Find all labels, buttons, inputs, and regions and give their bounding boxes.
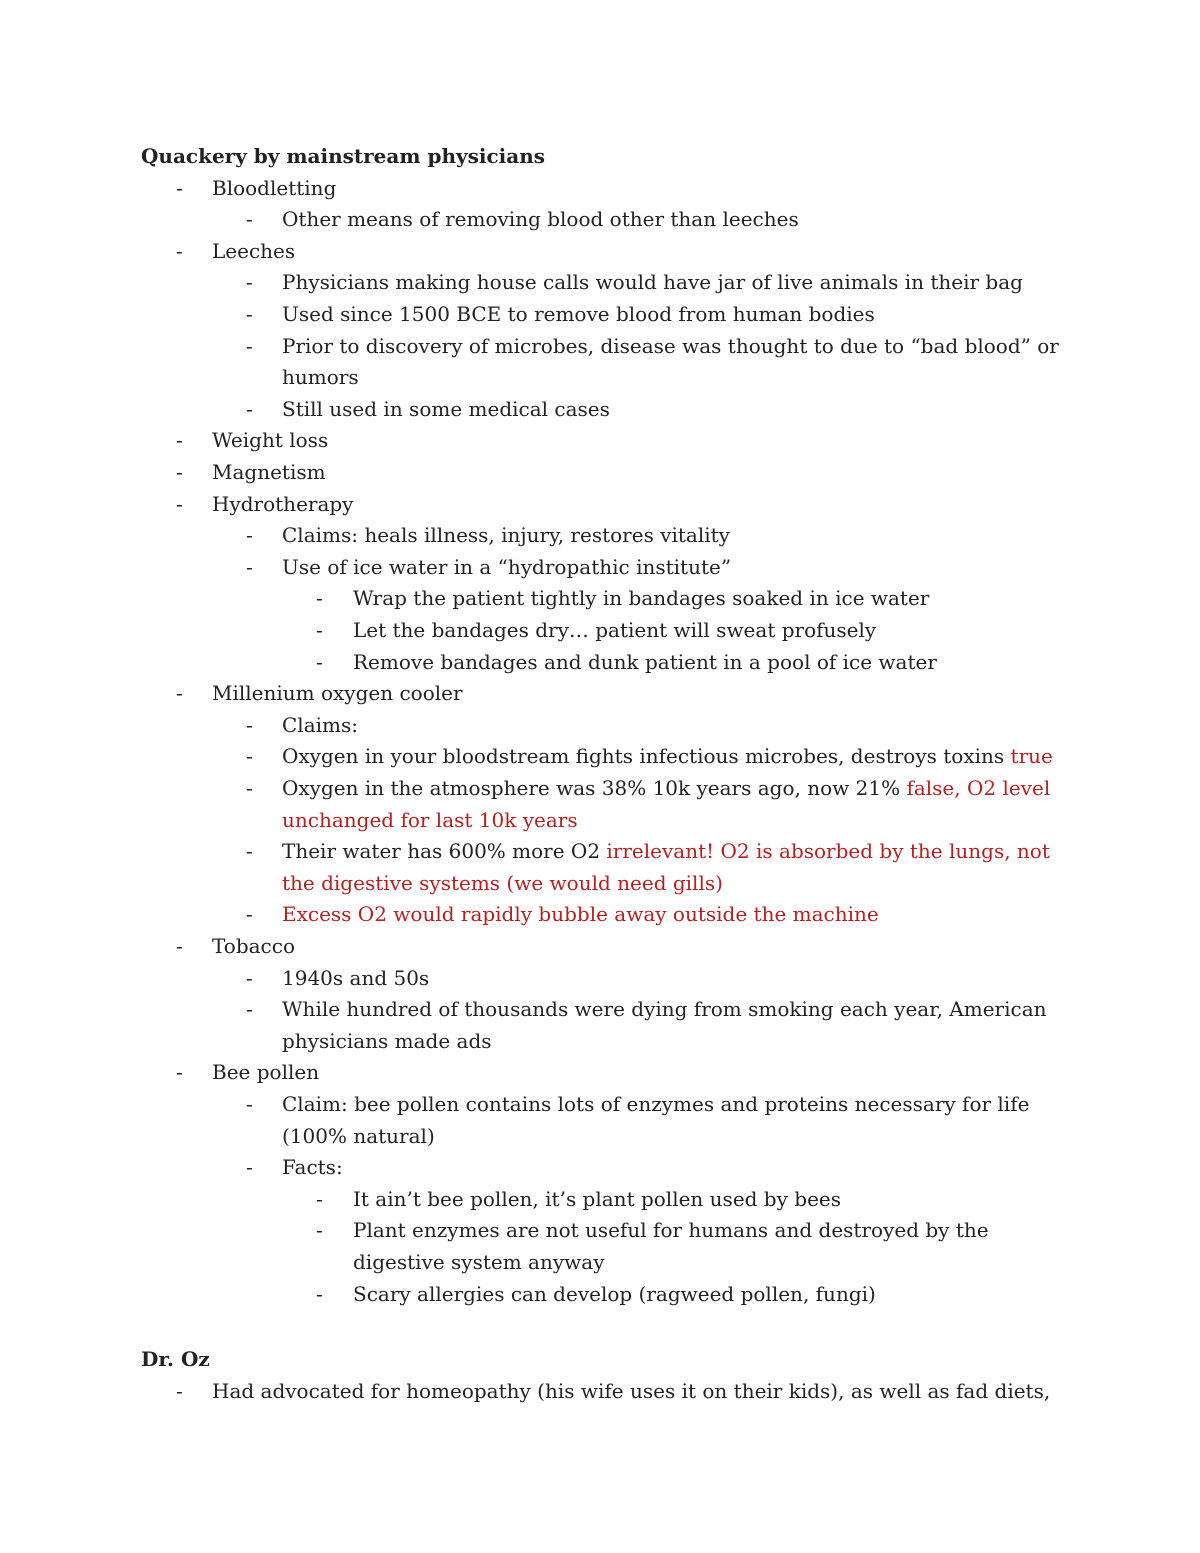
- note-text: Their water has 600% more O2: [282, 839, 607, 864]
- bullet-dash: -: [246, 333, 253, 358]
- list-item-text: [282, 709, 358, 741]
- bullet-dash: -: [176, 491, 183, 516]
- list-item-text: [212, 677, 463, 709]
- list-item-text: [282, 772, 1050, 804]
- annotation-text: false, O2 level: [906, 776, 1051, 800]
- list-item: [0, 424, 1200, 456]
- bullet-dash: -: [316, 586, 323, 611]
- note-text: Still used in some medical cases: [282, 396, 610, 421]
- list-item: [0, 835, 1200, 867]
- list-item: [0, 330, 1200, 362]
- list-item: [0, 456, 1200, 488]
- note-text: Remove bandages and dunk patient in a pool of ice water: [353, 649, 937, 674]
- list-item-text: [353, 1246, 605, 1278]
- list-item-text: [353, 614, 876, 646]
- list-item: [0, 1183, 1200, 1215]
- note-text: Physicians making house calls would have jar of live animals in their bag: [282, 270, 1023, 295]
- bullet-dash: -: [246, 902, 253, 927]
- bullet-dash: -: [246, 965, 253, 990]
- bullet-dash: -: [176, 681, 183, 706]
- annotation-text: the digestive systems (we would need gills): [282, 870, 723, 895]
- list-item: [0, 519, 1200, 551]
- list-item: [0, 898, 1200, 930]
- list-item-text: [282, 867, 723, 899]
- note-text: Tobacco: [212, 934, 295, 958]
- bullet-dash: -: [316, 618, 323, 642]
- list-item-text: [282, 1025, 492, 1057]
- list-item: [0, 993, 1200, 1025]
- annotation-text: irrelevant! O2 is absorbed by the lungs, not: [606, 839, 1050, 864]
- list-item-text: [282, 298, 875, 330]
- list-item-text: [353, 646, 937, 678]
- note-text: 1940s and 50s: [282, 965, 430, 990]
- list-item: [0, 266, 1200, 298]
- note-text: Use of ice water in a “hydropathic institute”: [282, 554, 732, 579]
- list-item-text: [282, 740, 1053, 772]
- list-item: [0, 930, 1200, 962]
- list-item: [0, 1025, 1200, 1057]
- bullet-dash: -: [176, 1060, 183, 1085]
- list-item: [0, 488, 1200, 520]
- list-item-text: [353, 1183, 841, 1215]
- bullet-dash: -: [176, 1378, 183, 1403]
- bullet-dash: -: [176, 460, 183, 484]
- bullet-dash: -: [176, 238, 183, 263]
- list-item-text: [353, 582, 929, 614]
- list-item: [0, 298, 1200, 330]
- note-text: Let the bandages dry… patient will sweat profusely: [353, 618, 877, 642]
- list-item: [0, 1088, 1200, 1120]
- annotation-text: Excess O2 would rapidly bubble away outside the machine: [282, 902, 879, 927]
- note-text: humors: [282, 365, 359, 390]
- list-item-text: [282, 993, 1047, 1025]
- bullet-dash: -: [246, 1092, 253, 1116]
- list-item-text: [282, 1120, 435, 1152]
- list-item: [0, 1120, 1200, 1152]
- list-item: [0, 804, 1200, 836]
- bullet-dash: -: [176, 428, 183, 453]
- list-item: [0, 867, 1200, 899]
- list-item-text: [282, 1151, 343, 1183]
- note-text: Wrap the patient tightly in bandages soaked in ice water: [353, 586, 930, 611]
- list-item-text: [212, 456, 326, 488]
- list-item: [0, 361, 1200, 393]
- bullet-dash: -: [316, 1281, 323, 1306]
- note-text: Facts:: [282, 1155, 343, 1180]
- list-item-text: [212, 488, 353, 520]
- bullet-dash: -: [246, 712, 253, 737]
- list-item: [0, 235, 1200, 267]
- list-item: [0, 551, 1200, 583]
- bullet-dash: -: [246, 776, 253, 800]
- list-item: [0, 1056, 1200, 1088]
- bullet-dash: -: [246, 997, 253, 1022]
- note-text: Used since 1500 BCE to remove blood from human bodies: [282, 302, 875, 326]
- bullet-dash: -: [246, 1155, 253, 1180]
- note-text: Leeches: [212, 238, 296, 263]
- list-item: [0, 646, 1200, 678]
- list-item: [0, 1375, 1200, 1407]
- section-heading: Quackery by mainstream physicians: [141, 144, 546, 168]
- list-item: [0, 393, 1200, 425]
- note-text: Weight loss: [212, 428, 329, 453]
- bullet-dash: -: [316, 1186, 323, 1211]
- note-text: Hydrotherapy: [212, 491, 354, 516]
- list-item-text: [282, 203, 799, 235]
- list-item-text: [282, 898, 879, 930]
- list-item: [0, 1151, 1200, 1183]
- bullet-dash: -: [176, 934, 183, 958]
- list-item-text: [282, 361, 359, 393]
- bullet-dash: -: [246, 839, 253, 864]
- bullet-dash: -: [176, 175, 183, 200]
- list-item-text: [282, 835, 1050, 867]
- list-item-text: [282, 266, 1023, 298]
- note-text: Millenium oxygen cooler: [212, 681, 463, 706]
- list-item-text: [282, 804, 578, 836]
- list-item: [0, 709, 1200, 741]
- list-item: [0, 1246, 1200, 1278]
- list-item-text: [212, 172, 336, 204]
- note-text: (100% natural): [282, 1123, 435, 1148]
- note-text: physicians made ads: [282, 1028, 492, 1053]
- note-text: It ain’t bee pollen, it’s plant pollen used by bees: [353, 1186, 842, 1211]
- bullet-dash: -: [246, 554, 253, 579]
- list-item-text: [282, 519, 730, 551]
- note-text: Bloodletting: [212, 175, 337, 200]
- annotation-text: true: [1010, 744, 1053, 769]
- list-item: [0, 614, 1200, 646]
- note-text: Bee pollen: [212, 1060, 320, 1085]
- note-text: Oxygen in your bloodstream fights infectious microbes, destroys toxins: [282, 744, 1011, 769]
- bullet-dash: -: [246, 302, 253, 326]
- note-text: Magnetism: [212, 460, 326, 484]
- list-item: [0, 962, 1200, 994]
- list-item-text: [282, 551, 731, 583]
- note-text: Scary allergies can develop (ragweed pollen, fungi): [353, 1281, 876, 1306]
- note-text: Claim: bee pollen contains lots of enzymes and proteins necessary for life: [282, 1092, 1030, 1116]
- list-item-text: [282, 330, 1059, 362]
- note-text: Plant enzymes are not useful for humans and destroyed by the: [353, 1218, 989, 1243]
- list-item: [0, 740, 1200, 772]
- bullet-dash: -: [246, 523, 253, 548]
- note-text: digestive system anyway: [353, 1250, 605, 1274]
- list-item: [0, 677, 1200, 709]
- bullet-dash: -: [246, 744, 253, 769]
- list-item-text: [212, 930, 295, 962]
- list-item: [0, 1214, 1200, 1246]
- list-item-text: [353, 1214, 989, 1246]
- list-item-text: [212, 235, 295, 267]
- list-item-text: [282, 962, 429, 994]
- annotation-text: unchanged for last 10k years: [282, 807, 578, 832]
- note-text: Claims:: [282, 712, 358, 737]
- list-item-text: [212, 1056, 319, 1088]
- note-text: Prior to discovery of microbes, disease was thought to due to “bad blood” or: [282, 333, 1059, 358]
- note-text: Claims: heals illness, injury, restores vitality: [282, 523, 730, 548]
- bullet-dash: -: [316, 1218, 323, 1243]
- section-heading: Dr. Oz: [141, 1347, 210, 1371]
- list-item-text: [282, 1088, 1029, 1120]
- note-text: Had advocated for homeopathy (his wife uses it on their kids), as well as fad diets,: [212, 1378, 1051, 1403]
- list-item-text: [212, 1375, 1050, 1407]
- list-item: [0, 772, 1200, 804]
- bullet-dash: -: [316, 649, 323, 674]
- bullet-dash: -: [246, 270, 253, 295]
- list-item: [0, 203, 1200, 235]
- note-text: Oxygen in the atmosphere was 38% 10k years ago, now 21%: [282, 776, 907, 800]
- list-item-text: [212, 424, 328, 456]
- list-item-text: [282, 393, 610, 425]
- note-text: Other means of removing blood other than leeches: [282, 207, 799, 232]
- list-item-text: [353, 1278, 876, 1310]
- list-item: [0, 1278, 1200, 1310]
- bullet-dash: -: [246, 207, 253, 232]
- list-item: [0, 582, 1200, 614]
- bullet-dash: -: [246, 396, 253, 421]
- note-text: While hundred of thousands were dying from smoking each year, American: [282, 997, 1047, 1022]
- list-item: [0, 172, 1200, 204]
